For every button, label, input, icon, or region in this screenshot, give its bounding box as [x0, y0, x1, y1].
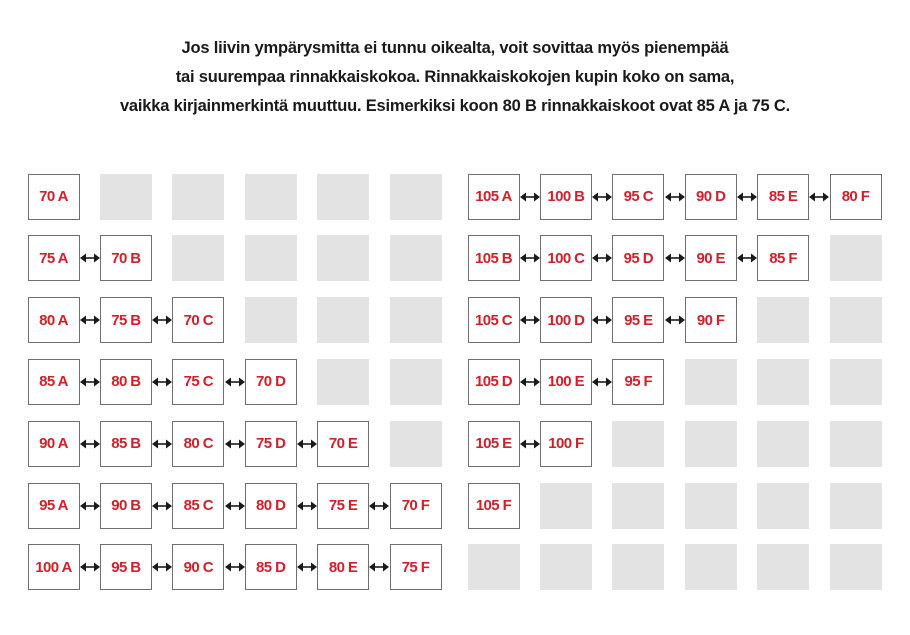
double-arrow-icon — [80, 500, 100, 512]
empty-cell — [172, 174, 224, 220]
double-arrow-icon — [80, 438, 100, 450]
empty-cell — [830, 297, 882, 343]
double-arrow-icon — [152, 376, 172, 388]
double-arrow-icon — [297, 561, 317, 573]
size-box: 85 C — [172, 483, 224, 529]
size-box: 95 F — [612, 359, 664, 405]
empty-cell — [172, 235, 224, 281]
double-arrow-icon — [152, 500, 172, 512]
empty-cell — [757, 359, 809, 405]
empty-cell — [612, 544, 664, 590]
empty-cell — [390, 297, 442, 343]
double-arrow-icon — [737, 191, 757, 203]
empty-cell — [612, 483, 664, 529]
empty-cell — [757, 421, 809, 467]
empty-cell — [468, 544, 520, 590]
double-arrow-icon — [809, 191, 829, 203]
empty-cell — [245, 174, 297, 220]
double-arrow-icon — [225, 376, 245, 388]
empty-cell — [830, 483, 882, 529]
size-box: 70 E — [317, 421, 369, 467]
double-arrow-icon — [592, 191, 612, 203]
size-box: 85 B — [100, 421, 152, 467]
size-box: 85 E — [757, 174, 809, 220]
size-box: 95 A — [28, 483, 80, 529]
size-box: 105 D — [468, 359, 520, 405]
size-box: 75 F — [390, 544, 442, 590]
size-box: 90 C — [172, 544, 224, 590]
size-box: 75 D — [245, 421, 297, 467]
size-box: 100 A — [28, 544, 80, 590]
size-box: 75 A — [28, 235, 80, 281]
size-box: 100 B — [540, 174, 592, 220]
size-box: 80 F — [830, 174, 882, 220]
empty-cell — [685, 421, 737, 467]
double-arrow-icon — [80, 561, 100, 573]
size-box: 95 E — [612, 297, 664, 343]
double-arrow-icon — [665, 314, 685, 326]
empty-cell — [757, 483, 809, 529]
empty-cell — [317, 235, 369, 281]
empty-cell — [390, 359, 442, 405]
size-box: 85 F — [757, 235, 809, 281]
empty-cell — [685, 544, 737, 590]
empty-cell — [390, 174, 442, 220]
empty-cell — [317, 359, 369, 405]
size-box: 90 D — [685, 174, 737, 220]
size-box: 75 B — [100, 297, 152, 343]
empty-cell — [830, 421, 882, 467]
size-box: 100 C — [540, 235, 592, 281]
intro-line-1: Jos liivin ympärysmitta ei tunnu oikealta, voit sovittaa myös pienempää — [181, 39, 729, 57]
double-arrow-icon — [520, 191, 540, 203]
size-box: 105 F — [468, 483, 520, 529]
empty-cell — [757, 297, 809, 343]
size-box: 85 D — [245, 544, 297, 590]
double-arrow-icon — [297, 500, 317, 512]
size-box: 105 B — [468, 235, 520, 281]
double-arrow-icon — [297, 438, 317, 450]
empty-cell — [390, 421, 442, 467]
empty-cell — [612, 421, 664, 467]
double-arrow-icon — [80, 376, 100, 388]
size-box: 95 B — [100, 544, 152, 590]
double-arrow-icon — [80, 314, 100, 326]
double-arrow-icon — [520, 376, 540, 388]
double-arrow-icon — [737, 252, 757, 264]
double-arrow-icon — [225, 561, 245, 573]
intro-line-3: vaikka kirjainmerkintä muuttuu. Esimerkiksi koon 80 B rinnakkaiskoot ovat 85 A ja 75 C. — [119, 97, 791, 115]
empty-cell — [245, 297, 297, 343]
size-box: 100 F — [540, 421, 592, 467]
double-arrow-icon — [369, 500, 389, 512]
intro-line-2: tai suurempaa rinnakkaiskokoa. Rinnakkaiskokojen kupin koko on sama, — [175, 68, 735, 86]
double-arrow-icon — [592, 376, 612, 388]
size-box: 105 C — [468, 297, 520, 343]
size-box: 105 A — [468, 174, 520, 220]
empty-cell — [830, 359, 882, 405]
size-box: 85 A — [28, 359, 80, 405]
double-arrow-icon — [665, 191, 685, 203]
double-arrow-icon — [592, 252, 612, 264]
double-arrow-icon — [152, 438, 172, 450]
size-box: 75 E — [317, 483, 369, 529]
empty-cell — [390, 235, 442, 281]
size-box: 80 C — [172, 421, 224, 467]
size-box: 80 B — [100, 359, 152, 405]
double-arrow-icon — [225, 500, 245, 512]
empty-cell — [757, 544, 809, 590]
double-arrow-icon — [520, 314, 540, 326]
empty-cell — [100, 174, 152, 220]
empty-cell — [540, 483, 592, 529]
size-box: 80 D — [245, 483, 297, 529]
empty-cell — [685, 359, 737, 405]
double-arrow-icon — [665, 252, 685, 264]
empty-cell — [317, 297, 369, 343]
double-arrow-icon — [520, 438, 540, 450]
empty-cell — [540, 544, 592, 590]
size-box: 100 D — [540, 297, 592, 343]
size-box: 95 C — [612, 174, 664, 220]
empty-cell — [830, 235, 882, 281]
size-box: 90 B — [100, 483, 152, 529]
size-box: 90 A — [28, 421, 80, 467]
double-arrow-icon — [80, 252, 100, 264]
size-box: 95 D — [612, 235, 664, 281]
size-box: 90 F — [685, 297, 737, 343]
double-arrow-icon — [369, 561, 389, 573]
double-arrow-icon — [152, 314, 172, 326]
double-arrow-icon — [152, 561, 172, 573]
double-arrow-icon — [592, 314, 612, 326]
size-box: 70 B — [100, 235, 152, 281]
size-box: 80 A — [28, 297, 80, 343]
intro-text — [0, 34, 910, 121]
size-box: 75 C — [172, 359, 224, 405]
size-box: 100 E — [540, 359, 592, 405]
size-box: 90 E — [685, 235, 737, 281]
size-box: 70 D — [245, 359, 297, 405]
size-box: 70 A — [28, 174, 80, 220]
size-box: 80 E — [317, 544, 369, 590]
empty-cell — [245, 235, 297, 281]
double-arrow-icon — [520, 252, 540, 264]
empty-cell — [830, 544, 882, 590]
size-box: 70 F — [390, 483, 442, 529]
empty-cell — [317, 174, 369, 220]
size-box: 70 C — [172, 297, 224, 343]
empty-cell — [685, 483, 737, 529]
size-box: 105 E — [468, 421, 520, 467]
double-arrow-icon — [225, 438, 245, 450]
